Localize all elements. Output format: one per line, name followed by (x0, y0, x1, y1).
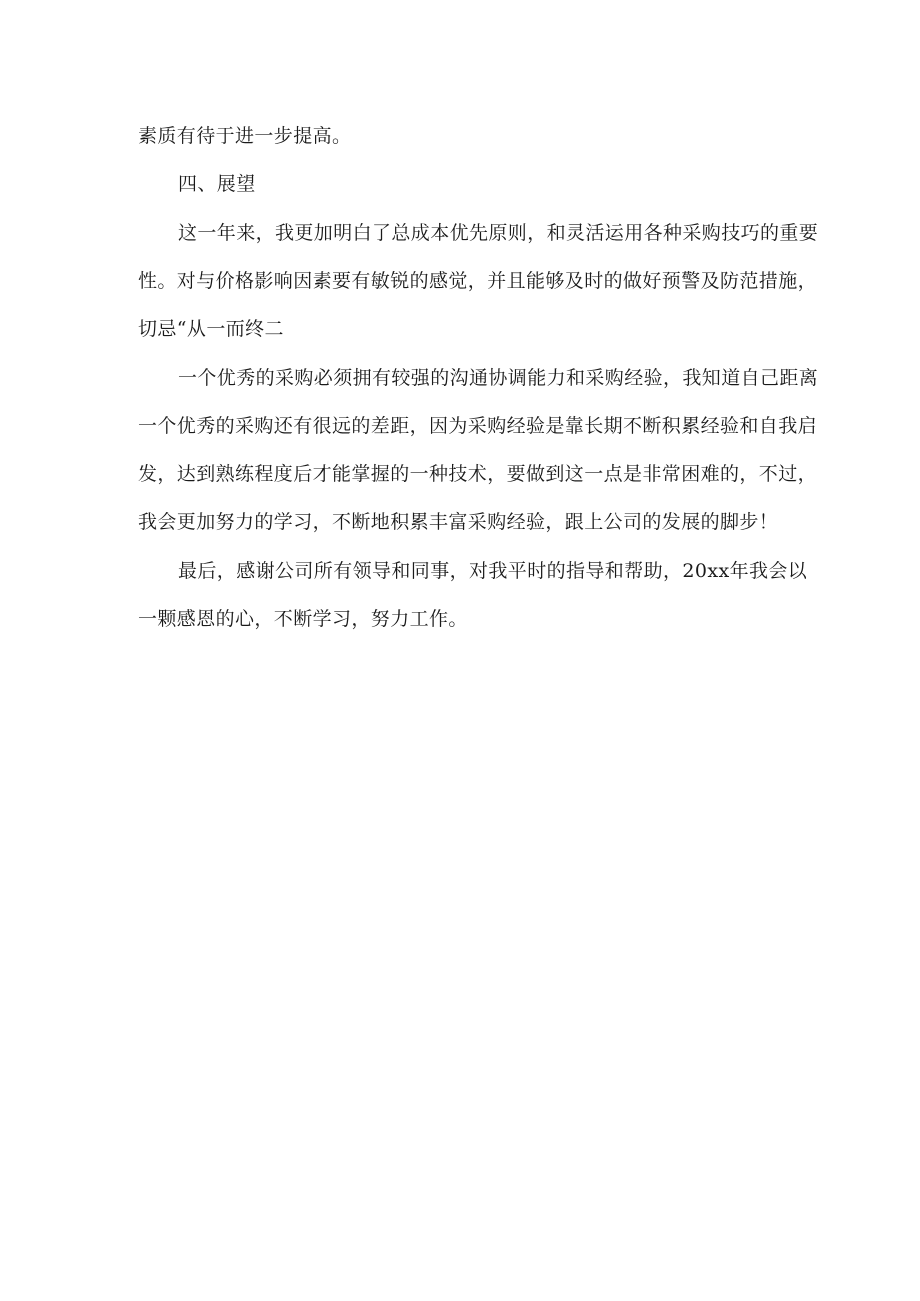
text-line: 性。对与价格影响因素要有敏锐的感觉，并且能够及时的做好预警及防范措施， (138, 270, 818, 292)
text-line: 切忌“从一而终二 (138, 318, 284, 340)
text-line: 一个优秀的采购还有很远的差距，因为采购经验是靠长期不断积累经验和自我启 (138, 415, 818, 437)
text-line: 这一年来，我更加明白了总成本优先原则，和灵活运用各种采购技巧的重要 (178, 222, 819, 244)
section-heading: 四、展望 (178, 173, 256, 195)
text-line: 最后，感谢公司所有领导和同事，对我平时的指导和帮助，20xx年我会以 (178, 560, 808, 582)
text-line: 发，达到熟练程度后才能掌握的一种技术，要做到这一点是非常困难的，不过， (138, 463, 818, 485)
text-line: 我会更加努力的学习，不断地积累丰富采购经验，跟上公司的发展的脚步！ (138, 511, 779, 533)
text-line: 一颗感恩的心，不断学习，努力工作。 (138, 608, 468, 630)
text-line: 素质有待于进一步提高。 (138, 125, 352, 147)
text-line: 一个优秀的采购必须拥有较强的沟通协调能力和采购经验，我知道自己距离 (178, 367, 819, 389)
